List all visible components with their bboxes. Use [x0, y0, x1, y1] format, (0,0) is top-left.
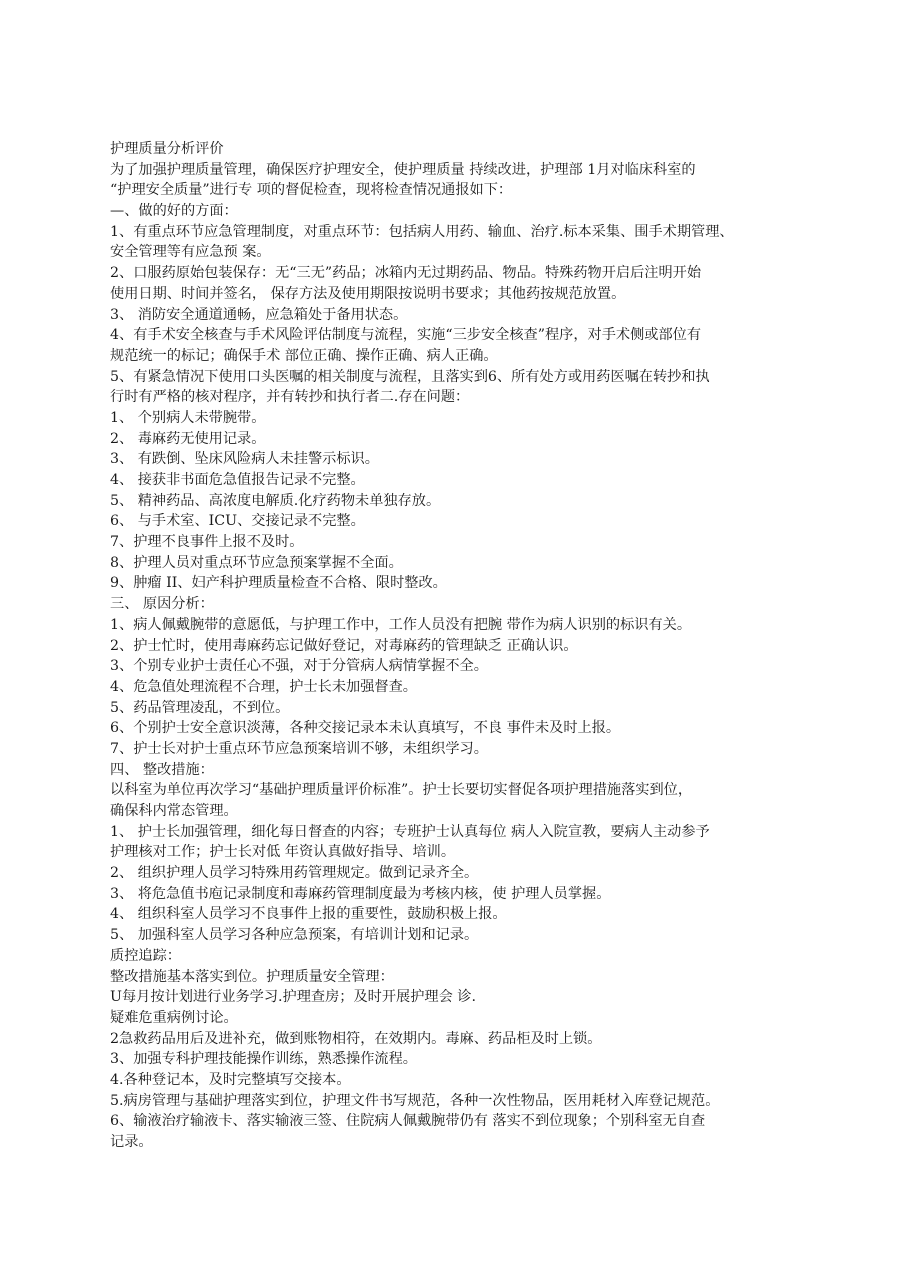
text-line: 疑难危重病例讨论。	[110, 1009, 238, 1026]
text-line: 6、个别护士安全意识淡薄，各种交接记录本未认真填写，不良 事件未及时上报。	[110, 720, 621, 737]
text-line: 安全管理等有应急预 案。	[110, 244, 271, 261]
text-line: 2、 组织护理人员学习特殊用药管理规定。做到记录齐全。	[110, 865, 479, 882]
text-line: 7、护理不良事件上报不及时。	[110, 534, 304, 551]
text-line: —、做的好的方面：	[110, 203, 238, 220]
text-line: 1、病人佩戴腕带的意愿低，与护理工作中，工作人员没有把腕 带作为病人识别的标识有关。	[110, 616, 692, 633]
text-line: 3、 消防安全通道通畅，应急箱处于备用状态。	[110, 306, 408, 323]
text-line: 3、个别专业护士责任心不强，对于分管病人病情掌握不全。	[110, 658, 488, 675]
text-line: 4.各种登记本，及时完整填写交接本。	[110, 1071, 351, 1088]
text-line: 5、有紧急情况下使用口头医嘱的相关制度与流程，且落实到6、所有处方或用药医嘱在转抄和执	[110, 368, 710, 385]
text-line: 四、 整改措施：	[110, 761, 214, 778]
text-line: 确保科内常态管理。	[110, 803, 238, 819]
text-line: 3、 有跌倒、坠床风险病人未挂警示标识。	[110, 451, 379, 468]
text-line: 4、危急值处理流程不合理，护士长未加强督查。	[110, 678, 417, 695]
text-line: 1、有重点环节应急管理制度，对重点环节：包括病人用药、输血、治疗.标本采集、围手术期管理、	[110, 223, 734, 240]
text-line: U每月按计划进行业务学习.护理查房；及时开展护理会 诊.	[110, 989, 476, 1006]
text-line: 记录。	[110, 1134, 153, 1150]
text-line: 1、 护士长加强管理，细化每日督查的内容；专班护士认真每位 病人入院宣教，要病人主动参予	[110, 823, 710, 840]
text-line: 4、有手术安全核查与手术风险评估制度与流程，实施“三步安全核查”程序，对手术侧或部位有	[110, 327, 702, 344]
text-line: 2、口服药原始包装保存：无“三无”药品；冰箱内无过期药品、物品。特殊药物开启后注明开始	[110, 265, 702, 282]
text-line: 8、护理人员对重点环节应急预案掌握不全面。	[110, 554, 403, 571]
text-line: 6、输液治疗输液卡、落实输液三签、住院病人佩戴腕带仍有 落实不到位现象；个别科室无自查	[110, 1113, 706, 1130]
text-line: 5.病房管理与基础护理落实到位，护理文件书写规范，各种一次性物品，医用耗材入库登记规范。	[110, 1092, 720, 1109]
text-line: 2、护士忙时，使用毒麻药忘记做好登记，对毒麻药的管理缺乏 正确认识。	[110, 637, 578, 654]
text-line: 三、 原因分析：	[110, 596, 214, 613]
text-line: 4、 接获非书面危急值报告记录不完整。	[110, 472, 365, 488]
document-page	[110, 139, 810, 1153]
text-line: 行时有严格的核对程序，并有转抄和执行者二.存在问题：	[110, 389, 470, 406]
text-line: 5、药品管理凌乱，不到位。	[110, 699, 290, 716]
text-line: 5、 加强科室人员学习各种应急预案，有培训计划和记录。	[110, 927, 479, 944]
text-line: 2急救药品用后及进补充，做到账物相符，在效期内。毒麻、药品柜及时上锁。	[110, 1030, 602, 1047]
text-line: 5、 精神药品、高浓度电解质.化疗药物未单独存放。	[110, 492, 441, 509]
text-line: 规范统一的标记；确保手术 部位正确、操作正确、病人正确。	[110, 347, 498, 364]
document-title: 护理质量分析评价	[110, 141, 224, 157]
text-line: 3、 将危急值书庖记录制度和毒麻药管理制度最为考核内核，使 护理人员掌握。	[110, 885, 611, 902]
text-line: 使用日期、时间并签名， 保存方法及使用期限按说明书要求；其他药按规范放置。	[110, 285, 626, 302]
text-line: 1、 个别病人未带腕带。	[110, 409, 266, 426]
text-line: 为了加强护理质量管理，确保医疗护理安全，使护理质量 持续改进，护理部 1月对临床科室的	[110, 161, 696, 178]
text-line: 3、加强专科护理技能操作训练，熟悉操作流程。	[110, 1051, 417, 1068]
text-line: “护理安全质量”进行专 项的督促检查，现将检查情况通报如下：	[110, 182, 513, 199]
text-line: 9、肿瘤 II、妇产科护理质量检查不合格、限时整改。	[110, 575, 447, 592]
text-line: 7、护士长对护士重点环节应急预案培训不够，未组织学习。	[110, 740, 488, 757]
text-line: 护理核对工作；护士长对低 年资认真做好指导、培训。	[110, 844, 456, 861]
text-line: 整改措施基本落实到位。护理质量安全管理：	[110, 968, 394, 985]
text-line: 质控追踪：	[110, 947, 181, 964]
text-line: 以科室为单位再次学习“基础护理质量评价标准”。护士长要切实督促各项护理措施落实到位，	[110, 782, 693, 799]
text-line: 4、 组织科室人员学习不良事件上报的重要性，鼓励积极上报。	[110, 906, 507, 923]
text-line: 2、 毒麻药无使用记录。	[110, 430, 266, 447]
text-line: 6、 与手术室、ICU、交接记录不完整。	[110, 513, 365, 530]
